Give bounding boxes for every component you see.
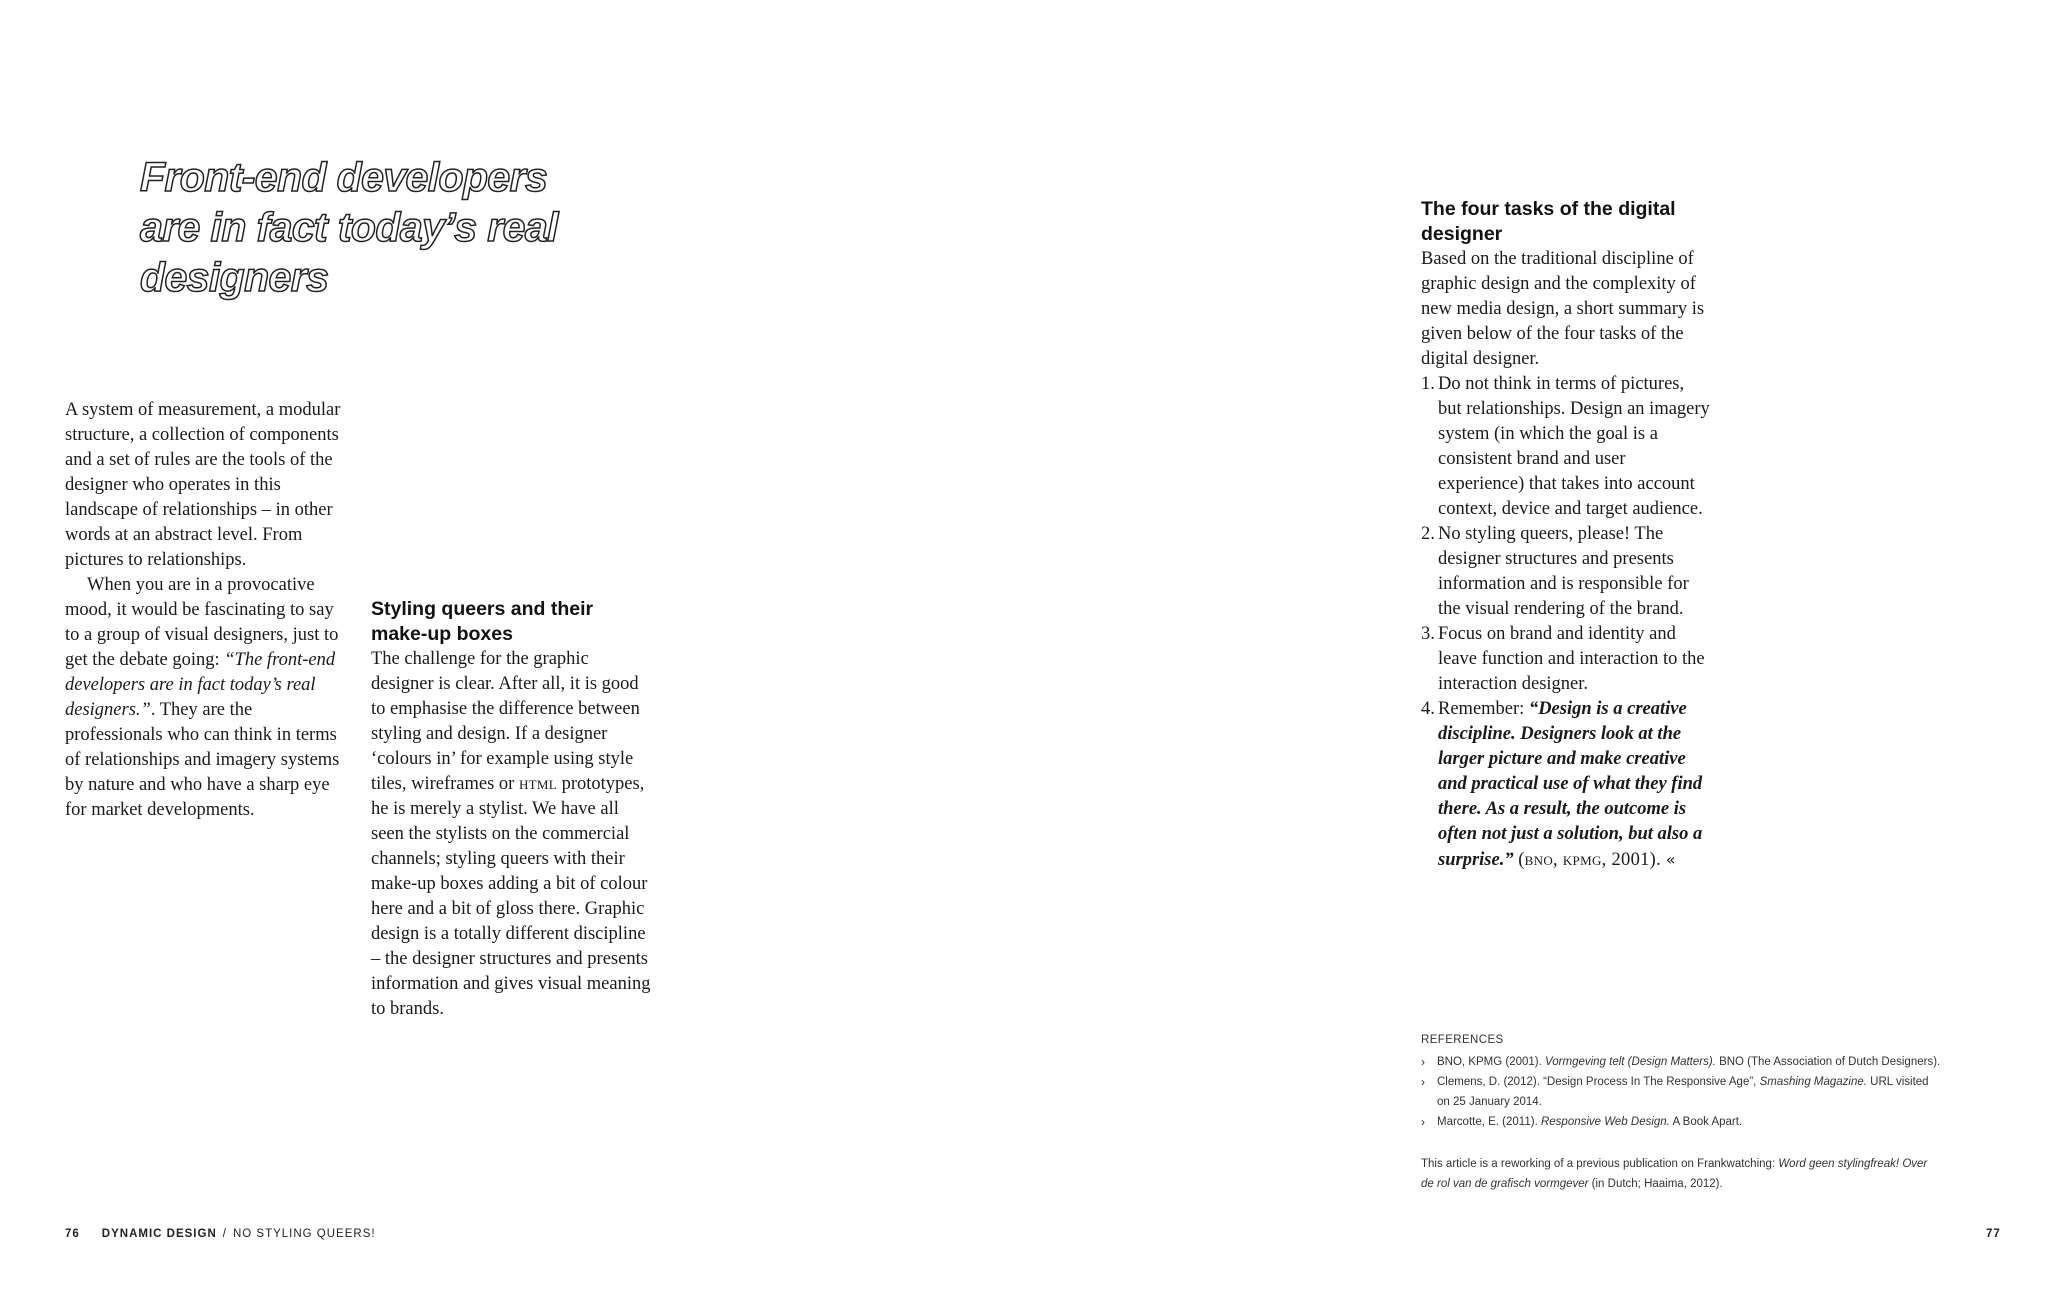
body-text: . They are the professionals who can think in terms of relationships and imagery systems by nature and who have a sharp eye for market developments.: [65, 700, 340, 820]
reference-text: BNO, KPMG (2001).: [1437, 1056, 1546, 1068]
chevron-right-icon: ›: [1421, 1075, 1425, 1089]
reference-item: [1421, 1052, 1941, 1072]
body-paragraph: [371, 647, 651, 1022]
inline-quote: “The front-end developers are in fact today’s real designers.”: [65, 650, 336, 720]
list-item-text: Remember:: [1438, 699, 1529, 719]
reference-text: URL visited on 25 January 2014.: [1437, 1076, 1929, 1108]
section-heading: The four tasks of the digital designer: [1421, 198, 1676, 245]
reference-title: Vormgeving telt (Design Matters).: [1545, 1056, 1716, 1068]
section-heading: Styling queers and their make-up boxes: [371, 598, 594, 645]
small-caps-term: html: [518, 774, 557, 794]
list-item-text: No styling queers, please! The designer structures and presents information and is responsible for the visual rendering of the brand.: [1438, 524, 1689, 619]
pull-quote: [140, 152, 660, 302]
note-title: Word geen stylingfreak! Over de rol van de grafisch vormgever: [1421, 1158, 1928, 1190]
list-item: [1421, 522, 1711, 622]
reference-item: [1421, 1112, 1941, 1132]
running-chapter-title: NO STYLING QUEERS!: [232, 1228, 376, 1240]
list-number: 3.: [1421, 624, 1435, 644]
pull-quote-line: Front-end developers: [140, 154, 548, 200]
page-number: 77: [1986, 1228, 2001, 1240]
tasks-body: [1421, 247, 1711, 873]
pull-quote-line: designers: [140, 254, 329, 300]
references-list: [1421, 1052, 1941, 1132]
list-item: [1421, 372, 1711, 522]
list-item-text: Do not think in terms of pictures, but relationships. Design an imagery system (in which the goal is a consistent brand and user experience) that takes into account context, device and target audience.: [1438, 374, 1710, 519]
reworking-note: [1421, 1154, 1941, 1194]
note-text: (in Dutch; Haaima, 2012).: [1588, 1178, 1723, 1190]
chevron-right-icon: ›: [1421, 1055, 1425, 1069]
footer-separator: /: [222, 1228, 227, 1240]
end-of-article-mark: «: [1665, 850, 1676, 869]
tasks-list: [1421, 372, 1711, 873]
reference-item: [1421, 1072, 1941, 1112]
reference-title: Responsive Web Design.: [1540, 1116, 1670, 1128]
note-text: This article is a reworking of a previous publication on Frankwatching:: [1421, 1158, 1779, 1170]
list-item-text: Focus on brand and identity and leave function and interaction to the interaction designer.: [1438, 624, 1705, 694]
body-text: prototypes, he is merely a stylist. We have all seen the stylists on the commercial channels; styling queers with their make-up boxes adding a bit of colour here and a bit of gloss there. Graphic design is a totally different discipline – the designer structures and presents information and gives visual meaning to brands.: [371, 774, 651, 1019]
reference-text: Clemens, D. (2012). “Design Process In The Responsive Age”,: [1437, 1076, 1760, 1088]
references-heading: REFERENCES: [1421, 1034, 1504, 1046]
chevron-right-icon: ›: [1421, 1115, 1425, 1129]
inline-quote: “Design is a creative discipline. Designers look at the larger picture and make creative and practical use of what they find there. As a result, the outcome is often not just a solution, but also a surprise.”: [1438, 699, 1703, 870]
citation: (bno, kpmg, 2001).: [1518, 850, 1662, 870]
pull-quote-line: are in fact today’s real: [140, 204, 558, 250]
list-item: [1421, 622, 1711, 697]
styling-section: [371, 597, 651, 1022]
page-number: 76: [65, 1228, 80, 1240]
running-book-title: DYNAMIC DESIGN: [101, 1228, 217, 1240]
reference-text: Marcotte, E. (2011).: [1437, 1116, 1541, 1128]
body-paragraph: A system of measurement, a modular structure, a collection of components and a set of rules are the tools of the designer who operates in this landscape of relationships – in other words at an abstract level. From pictures to relationships.: [65, 400, 341, 570]
left-body-column: [65, 398, 345, 823]
tasks-intro: Based on the traditional discipline of graphic design and the complexity of new media design, a short summary is given below of the four tasks of the digital designer.: [1421, 249, 1705, 369]
four-tasks-section: [1421, 197, 1711, 873]
list-number: 2.: [1421, 524, 1435, 544]
list-item: [1421, 697, 1711, 873]
left-page-footer: [65, 1228, 376, 1240]
body-text: The challenge for the graphic designer is clear. After all, it is good to emphasise the difference between styling and design. If a designer ‘colours in’ for example using style tiles, wireframes or: [371, 649, 640, 794]
body-text: When you are in a provocative mood, it would be fascinating to say to a group of visual designers, just to get the debate going:: [65, 575, 339, 670]
reference-title: Smashing Magazine.: [1759, 1076, 1867, 1088]
body-paragraph: [65, 573, 345, 823]
reference-text: A Book Apart.: [1669, 1116, 1743, 1128]
reference-text: BNO (The Association of Dutch Designers).: [1715, 1056, 1941, 1068]
list-number: 4.: [1421, 699, 1435, 719]
list-number: 1.: [1421, 374, 1435, 394]
references-section: [1421, 1030, 1941, 1194]
